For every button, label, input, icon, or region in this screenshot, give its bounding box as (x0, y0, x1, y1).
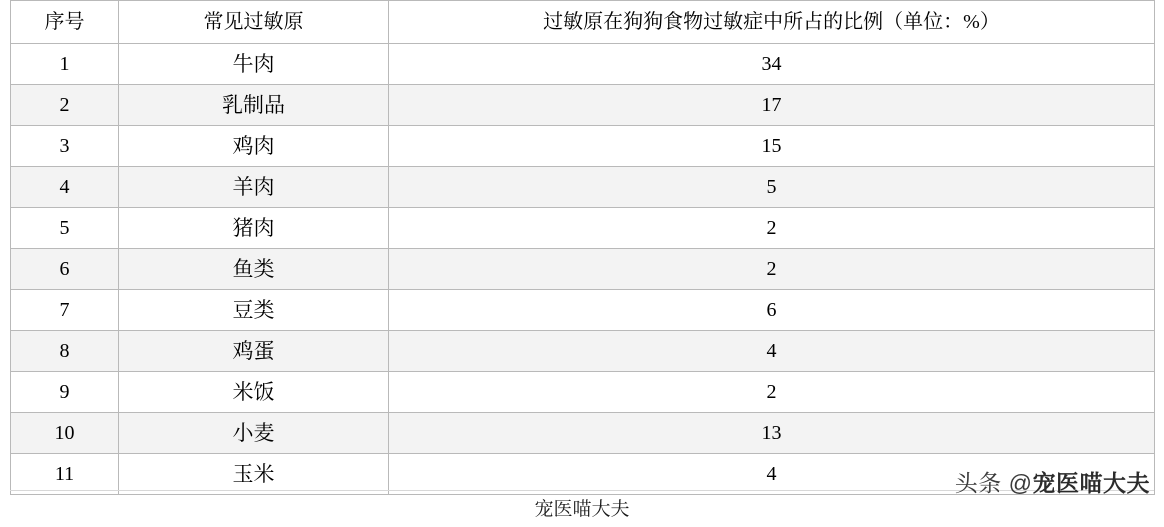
allergen-table (10, 0, 1155, 495)
table-row (11, 167, 1155, 208)
table-row (11, 208, 1155, 249)
watermark (955, 468, 1150, 498)
cell-percentage: 6 (389, 290, 1155, 331)
table-row (11, 44, 1155, 85)
table-row (11, 372, 1155, 413)
cell-index: 11 (11, 454, 119, 495)
cell-percentage: 5 (389, 167, 1155, 208)
column-header-percentage: 过敏原在狗狗食物过敏症中所占的比例（单位：%） (389, 1, 1155, 44)
footer-caption: 宠医喵大夫 (534, 499, 630, 520)
cell-index: 5 (11, 208, 119, 249)
cell-index: 2 (11, 85, 119, 126)
cell-allergen: 豆类 (119, 290, 389, 331)
cell-percentage: 4 (389, 331, 1155, 372)
cell-allergen: 羊肉 (119, 167, 389, 208)
table-row (11, 85, 1155, 126)
cell-percentage: 34 (389, 44, 1155, 85)
cell-allergen: 猪肉 (119, 208, 389, 249)
table-body (11, 44, 1155, 495)
cell-allergen: 鱼类 (119, 249, 389, 290)
cell-allergen: 米饭 (119, 372, 389, 413)
watermark-prefix: 头条 @ (954, 470, 1033, 496)
table-row (11, 413, 1155, 454)
watermark-brand: 宠医喵大夫 (1032, 470, 1150, 496)
table-row (11, 126, 1155, 167)
cell-index: 1 (11, 44, 119, 85)
allergen-table-container (10, 0, 1154, 495)
table-header-row (11, 1, 1155, 44)
cell-allergen: 乳制品 (119, 85, 389, 126)
table-row (11, 249, 1155, 290)
cell-percentage: 2 (389, 208, 1155, 249)
column-header-allergen: 常见过敏原 (119, 1, 389, 44)
cell-index: 9 (11, 372, 119, 413)
cell-allergen: 鸡蛋 (119, 331, 389, 372)
cell-percentage: 15 (389, 126, 1155, 167)
cell-index: 8 (11, 331, 119, 372)
table-header (11, 1, 1155, 44)
cell-index: 6 (11, 249, 119, 290)
cell-percentage: 17 (389, 85, 1155, 126)
cell-index: 3 (11, 126, 119, 167)
cell-index: 7 (11, 290, 119, 331)
cell-index: 4 (11, 167, 119, 208)
table-row (11, 290, 1155, 331)
cell-allergen: 玉米 (119, 454, 389, 495)
cell-allergen: 鸡肉 (119, 126, 389, 167)
cell-percentage: 2 (389, 249, 1155, 290)
column-header-index: 序号 (11, 1, 119, 44)
cell-percentage: 4 (389, 454, 1155, 495)
cell-index: 10 (11, 413, 119, 454)
cell-percentage: 2 (389, 372, 1155, 413)
cell-percentage: 13 (389, 413, 1155, 454)
cell-allergen: 小麦 (119, 413, 389, 454)
cell-allergen: 牛肉 (119, 44, 389, 85)
table-row (11, 331, 1155, 372)
